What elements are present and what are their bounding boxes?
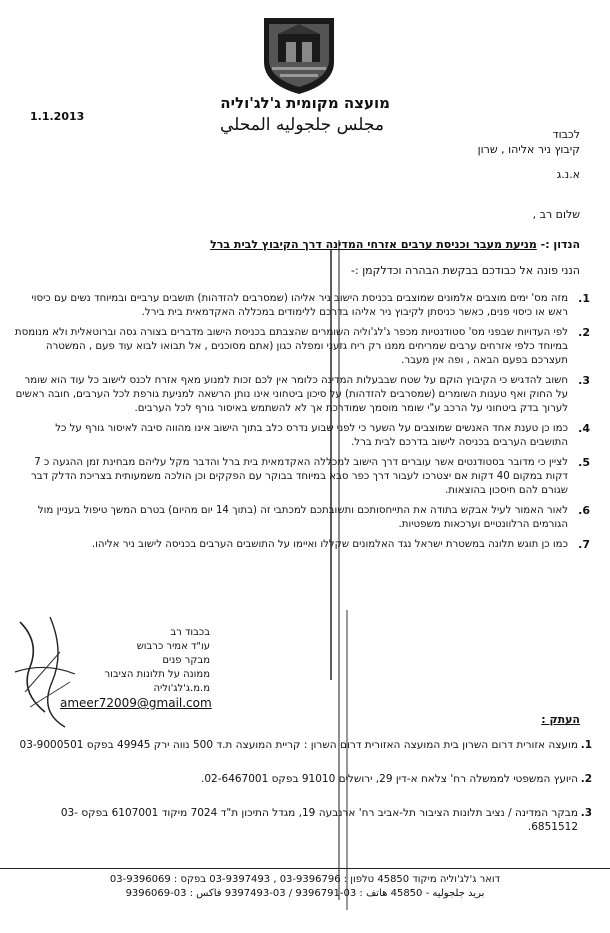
organization-name-arabic: مجلس جلجوليه المحلي: [219, 115, 384, 135]
signature-org: מ.מ.ג'לג'וליה: [153, 683, 210, 694]
list-item: [12, 772, 592, 786]
copy-text: מבקר המדינה / נציב תלונות הציבור תל-אביב רח' ארנבעה 19, מגדל התיכון ת"ד 7024 מיקוד 6107001 בפקס 03-6851512.: [60, 807, 578, 833]
item-text: לפי העדויות שבפני מס' סטודנטיות מכפר ג'לג'וליה השומרים שהצבתם בכניסת הישוב מדברים בצורה גסה וברוטאלית ולא מנומסת במיוחד כלפי אזרחים ערבים שמריחים ממנו רק ריח גזעני ומפלה כגון (אתם מסוכנים , אל תבואו לבוא עוד פעם , המשטרה תעצרכם בפעם הבאה , ופה אין מעבר.: [14, 327, 568, 366]
copy-number: 1.: [580, 739, 592, 751]
item-number: 2.: [578, 326, 590, 339]
item-text: כמו כן תוגש תלונה במשטרת ישראל נגד האלמונים שקללו ואיימו על התושבים הערבים בכניסה לישוב ניר אליהו.: [91, 539, 568, 550]
item-number: 5.: [578, 456, 590, 469]
item-text: מזה מס' ימים מוצבים אלמונים שמוצבים בכניסת הישוב ניר אליהו (שמסרבים להזדהות) תושבים ערביים ובמיוחד נשים עם כיסוי ראש או כיסוי פנים, כאשר כניסתן לקיבוץ ניר אליהו בדרכם ללימודים במכללה האקדמאית בית בירל.: [31, 293, 568, 318]
item-text: לאור האמור לעיל אבקש בתודה את התייחסותכם ותשובתכם למכתבי זה (בתוך 14 יום מהיום) בטרם המשך טיפול בעניין מול הגורמים הרלוונטיים וערכאות משפטיות.: [37, 505, 568, 530]
list-item: [14, 538, 594, 552]
item-text: כמו כן טענת אחד האנשים שמוצבים על השער כי לפני שבוע נדרס כלב בתוך הישוב אינו מהווה סיבה לאיסור גורף על כל התושבים הערבים בכניסה לישוב בדרכם לבית ברל.: [55, 423, 568, 448]
list-item: [14, 374, 594, 416]
signature-role: ממונה על תלונות הציבור: [104, 669, 210, 680]
addressee-honorific: א.נ.ג: [556, 168, 580, 181]
numbered-items: [14, 292, 594, 558]
copies-heading: העתק :: [541, 713, 580, 726]
organization-name-hebrew: מועצה מקומית ג'לג'וליה: [220, 94, 390, 112]
copy-number: 3.: [580, 807, 592, 819]
item-text: לציין כי מדובר בסטודנטים אשר עוברים דרך הישוב למכללה האקדמאית בית ברל והדבר מקל עליהם מבחינת זמן ההגעה כ 7 דקות במקום 40 דקות אם יצטרכו לעבור דרך כפר סבא במיוחד בבוקר עם הפקקים וכן הולכה משמעותית בצריכת הדלק דבר שגורם להם חיסכון בהוצאות.: [30, 457, 568, 496]
item-number: 1.: [578, 292, 590, 305]
letterhead-footer: [0, 868, 610, 901]
footer-line-arabic: بريد جلجوليه - 45850 هاتف : 03-9396791 / 03-9397493 فاكس : 03-9396069: [125, 888, 485, 899]
addressee-block: [478, 127, 580, 182]
item-number: 3.: [578, 374, 590, 387]
footer-line-hebrew: דואר ג'לג'וליה מיקוד 45850 טלפון : 03-9396796 , 03-9397493 בפקס : 03-9396069: [109, 874, 501, 885]
copy-text: מועצה אזורית דרום השרון בית המועצה האזורית דרום השרון : קריית המועצה ת.ד 500 נווה ירק 49945 בפקס 03-9000501: [19, 739, 578, 751]
copies-list: [12, 738, 592, 854]
signature-name: עו"ד אמיר כרבוש: [136, 641, 210, 652]
item-number: 4.: [578, 422, 590, 435]
copy-number: 2.: [580, 773, 592, 785]
addressee-name: קיבוץ ניר אליהו , שרון: [477, 143, 580, 156]
list-item: [14, 422, 594, 450]
signature-block: [60, 626, 210, 710]
subject-line: [210, 238, 580, 251]
list-item: [14, 326, 594, 368]
list-item: [14, 456, 594, 498]
list-item: [14, 292, 594, 320]
council-emblem-icon: [258, 12, 340, 96]
list-item: [12, 738, 592, 752]
item-number: 7.: [578, 538, 590, 551]
subject-label: הנדון :-: [540, 238, 580, 251]
addressee-salutation: לכבוד: [552, 128, 580, 141]
item-number: 6.: [578, 504, 590, 517]
list-item: [12, 806, 592, 834]
signature-title: מבקר פנים: [162, 655, 210, 666]
intro-text: הנני פונה אל כבודכם בבקשת הבהרה וכדלקמן :-: [351, 264, 580, 277]
item-text: חשוב להדגיש כי הקיבוץ הוקם על שטח שבבעלות המדינה כלומר אין לכם זכות למנוע מאף אזרח לכנס לישוב כל עוד הוא שומר על החוק ואף טענות השומרים (שמסרבים להזדהות) על סיכון ביטחוני אינו נותן הרשאה למניעת גורפת לכל הערבים, חובה ראשים לערוך בדק ביטחוני על הרכב ע"י שומר מוסמך שמודרכת אך לא להשתמש באיסור גורף לכל הערבים.: [15, 375, 568, 414]
signature-email-link[interactable]: ameer72009@gmail.com: [60, 696, 212, 710]
list-item: [14, 504, 594, 532]
subject-text: מניעת מעבר וכניסת ערבים אזרחי המדינה דרך הקיבוץ לבית ברל: [210, 238, 537, 251]
copy-text: היועץ המשפטי לממשלה רח' צלאח א-דין 29, ירושלים 91010 בפקס 02-6467001.: [201, 773, 578, 785]
signature-closing: בכבוד רב: [170, 627, 210, 638]
greeting: שלום רב ,: [532, 208, 580, 221]
letter-date: 1.1.2013: [30, 110, 85, 123]
